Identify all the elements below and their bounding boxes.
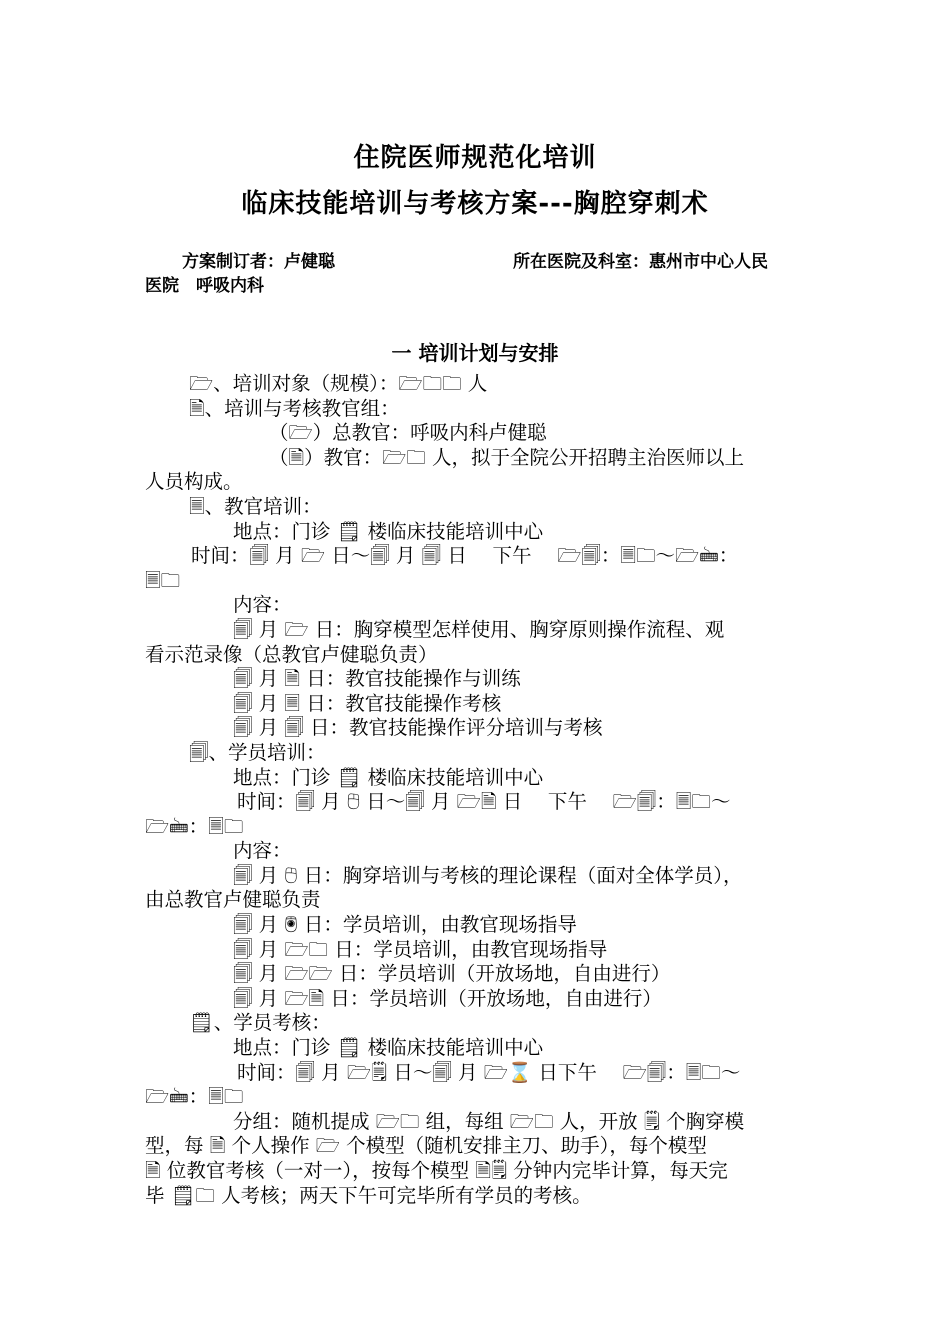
line-content-2: 内容： <box>233 839 292 863</box>
line-grouping-4: 毕 🗒🗀 人考核；两天下午可完毕所有学员的考核。 <box>145 1183 592 1207</box>
line-content-2-a-cont: 由总教官卢健聪负责 <box>145 888 321 912</box>
doc-title-line1: 住院医师规范化培训 <box>353 143 597 173</box>
line-time-1-cont: 🗏🗀 <box>145 568 181 592</box>
line-content-2-e: 🗐 月 🗁🗎 日：学员培训（开放场地，自由进行） <box>233 986 662 1010</box>
line-time-3: 时间：🗐 月 🗁🗒 日～🗐 月 🗁⌛ 日下午 🗁🗐：🗏🗀～ <box>237 1060 741 1084</box>
line-location-2: 地点：门诊 🗒 楼临床技能培训中心 <box>233 765 544 789</box>
line-time-2: 时间：🗐 月 🖰 日～🗐 月 🗁🗎 日 下午 🗁🗐：🗏🗀～ <box>237 790 731 814</box>
line-instructors-cont: 人员构成。 <box>145 470 243 494</box>
line-instructor-training: 🗏、教官培训： <box>189 494 322 518</box>
doc-title-line2: 临床技能培训与考核方案---胸腔穿刺术 <box>241 189 709 219</box>
line-content-2-d: 🗐 月 🗁🗁 日：学员培训（开放场地，自由进行） <box>233 962 671 986</box>
dept-continuation: 医院 呼吸内科 <box>145 276 264 296</box>
line-chief-instructor: （🗁）总教官：呼吸内科卢健聪 <box>269 421 547 445</box>
line-location-1: 地点：门诊 🗒 楼临床技能培训中心 <box>233 519 544 543</box>
line-content-1-c: 🗐 月 🗏 日：教官技能操作考核 <box>233 691 502 715</box>
line-training-target: 🗁、培训对象（规模）：🗁🗀🗀 人 <box>189 372 488 395</box>
line-content-1-b: 🗐 月 🗎 日：教官技能操作与训练 <box>233 667 521 691</box>
line-content-1: 内容： <box>233 593 292 617</box>
line-grouping-1: 分组：随机提成 🗁🗀 组，每组 🗁🗀 人，开放 🗒 个胸穿模 <box>233 1109 745 1133</box>
line-grouping-3: 🗎 位教官考核（一对一），按每个模型 🗎🗒 分钟内完毕计算，每天完 <box>145 1159 728 1182</box>
line-grouping-2: 型，每 🗎 个人操作 🗁 个模型（随机安排主刀、助手），每个模型 <box>145 1134 707 1158</box>
line-student-training: 🗐、学员培训： <box>189 740 326 764</box>
line-location-3: 地点：门诊 🗒 楼临床技能培训中心 <box>233 1036 544 1060</box>
line-student-exam: 🗒、学员考核： <box>189 1011 331 1035</box>
line-time-2-cont: 🗁🖮：🗏🗀 <box>145 814 244 838</box>
line-content-2-a: 🗐 月 🖰 日：胸穿培训与考核的理论课程（面对全体学员）， <box>233 863 743 887</box>
dept-label: 所在医院及科室：惠州市中心人民 <box>513 252 768 272</box>
body-text <box>145 372 817 1208</box>
line-instructor-group: 🗎、培训与考核教官组： <box>189 396 400 420</box>
line-content-1-d: 🗐 月 🗐 日：教官技能操作评分培训与考核 <box>233 716 603 740</box>
section-title: 一 培训计划与安排 <box>391 341 559 365</box>
line-instructors: （🗎）教官：🗁🗀 人，拟于全院公开招聘主治医师以上 <box>269 445 745 469</box>
line-content-2-b: 🗐 月 🖲 日：学员培训，由教官现场指导 <box>233 913 577 937</box>
line-time-3-cont: 🗁🖮：🗏🗀 <box>145 1085 244 1109</box>
line-content-2-c: 🗐 月 🗁🗀 日：学员培训，由教官现场指导 <box>233 937 608 961</box>
line-content-1-a-cont: 看示范录像（总教官卢健聪负责） <box>145 642 438 666</box>
author-label: 方案制订者：卢健聪 <box>182 252 335 272</box>
line-content-1-a: 🗐 月 🗁 日：胸穿模型怎样使用、胸穿原则操作流程、观 <box>233 617 725 641</box>
line-time-1: 时间：🗐 月 🗁 日～🗐 月 🗐 日 下午 🗁🗐：🗏🗀～🗁🖮： <box>191 544 739 568</box>
author-block <box>145 250 807 298</box>
